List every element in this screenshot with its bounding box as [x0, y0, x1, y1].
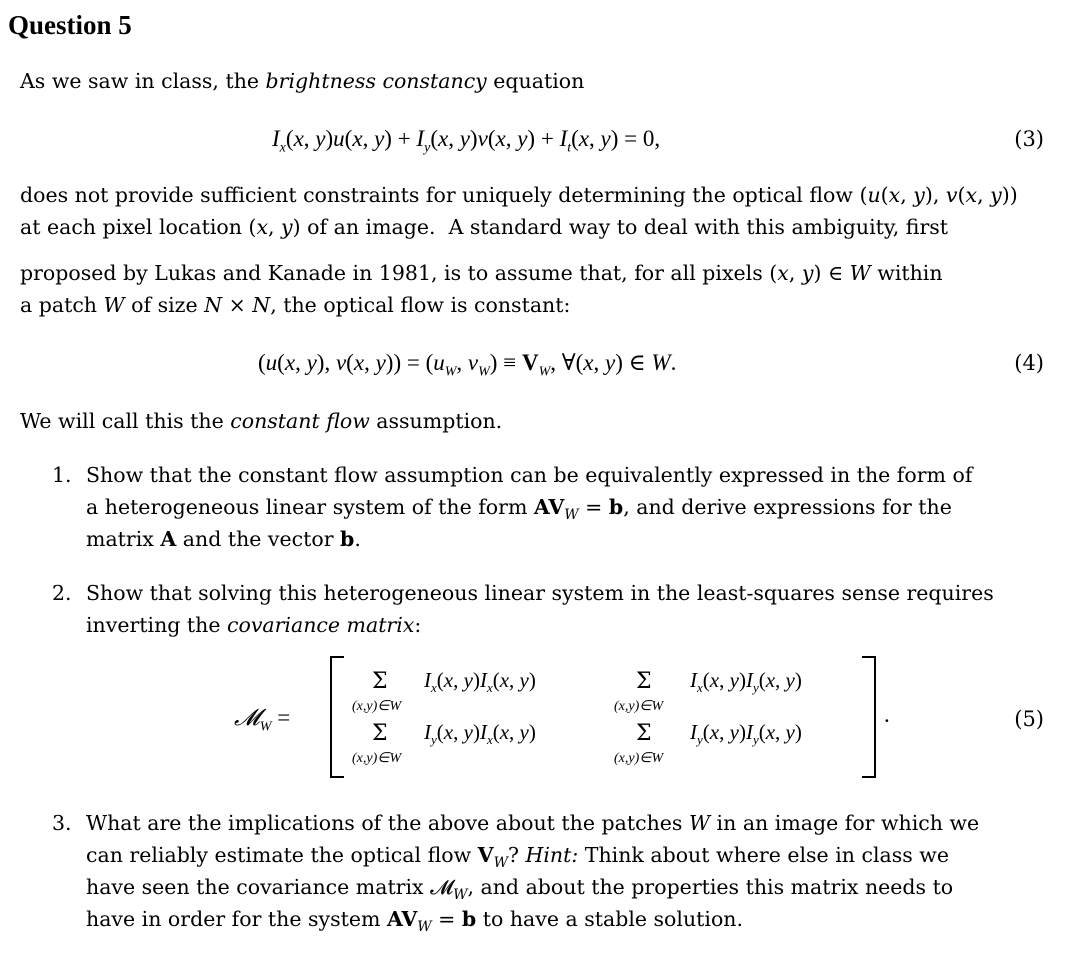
matrix-lhs: 𝓜$_W$ =: [234, 705, 291, 735]
item-3-line1: What are the implications of the above about the patches W in an image for which we: [86, 811, 980, 835]
matrix-cell-21: $I_y(x$, $y)I_x(x$, y): [424, 720, 536, 748]
matrix-right-bracket: [862, 656, 876, 778]
intro-text-after: equation: [486, 69, 585, 93]
item-2-emphasis: covariance matrix: [227, 613, 415, 637]
equation-3: $I_x(x$, y)u(x, $y) + I_y(x$, y)v(x, $y) + I_t(x$, y) = 0,: [272, 126, 661, 156]
item-2-line2-after: :: [414, 613, 422, 637]
para2-line4: a patch W of size N × N, the optical flow is constant:: [20, 293, 571, 317]
sum-symbol-22: Σ: [636, 721, 652, 746]
matrix-left-bracket: [330, 656, 344, 778]
equation-4-number: (4): [1014, 351, 1044, 375]
para3: [20, 406, 1050, 437]
equation-5-number: (5): [1014, 707, 1044, 731]
para2-line3: proposed by Lukas and Kanade in 1981, is to assume that, for all pixels (x, y) ∈ W within: [20, 261, 943, 285]
item-1-line3: matrix A and the vector b.: [86, 527, 361, 551]
sum-symbol-21: Σ: [372, 721, 388, 746]
item-2-line1: Show that solving this heterogeneous linear system in the least-squares sense requires: [86, 581, 994, 605]
sum-subscript-22: (x,y)∈W: [614, 751, 664, 766]
para3-emphasis: constant flow: [230, 409, 370, 433]
question-heading: Question 5: [8, 10, 132, 40]
item-2-number: 2.: [52, 581, 72, 605]
intro-emphasis: brightness constancy: [265, 69, 487, 93]
intro-paragraph: [20, 66, 1050, 97]
sum-subscript-21: (x,y)∈W: [352, 751, 402, 766]
item-1-line1: Show that the constant flow assumption can be equivalently expressed in the form of: [86, 463, 973, 487]
equation-3-number: (3): [1014, 127, 1044, 151]
item-3-line4: have in order for the system $AV_W = b$ to have a stable solution.: [86, 907, 744, 936]
item-3-number: 3.: [52, 811, 72, 835]
para2-line2: at each pixel location (x, y) of an image. A standard way to deal with this ambiguity, first: [20, 215, 949, 239]
item-3-line2: can reliably estimate the optical flow $V_W$? Hint: Think about where else in class we: [86, 843, 949, 872]
item-3-line3: have seen the covariance matrix 𝓜$_W$, and about the properties this matrix needs to: [86, 875, 954, 904]
item-1-number: 1.: [52, 463, 72, 487]
matrix-cell-12: $I_x(x$, $y)I_y(x$, y): [690, 668, 802, 696]
sum-subscript-11: (x,y)∈W: [352, 699, 402, 714]
item-1-line2: a heterogeneous linear system of the form $AV_W = b$, and derive expressions for the: [86, 495, 952, 524]
item-2-line2-before: inverting the: [86, 613, 227, 637]
sum-subscript-12: (x,y)∈W: [614, 699, 664, 714]
intro-text-before: As we saw in class, the: [20, 69, 266, 93]
sum-symbol-12: Σ: [636, 669, 652, 694]
matrix-period: .: [884, 702, 890, 727]
para3-after: assumption.: [369, 409, 503, 433]
matrix-cell-11: $I_x(x$, $y)I_x(x$, y): [424, 668, 536, 696]
para2-line1: does not provide sufficient constraints for uniquely determining the optical flow (u(x, y), v(x, y)): [20, 183, 1018, 207]
para3-before: We will call this the: [20, 409, 231, 433]
equation-4: (u(x, y), v(x, $y)) = (u_W$, $v_W) \equiv V_W$, ∀(x, y) ∈ W.: [258, 350, 677, 380]
sum-symbol-11: Σ: [372, 669, 388, 694]
matrix-cell-22: $I_y(x$, $y)I_y(x$, y): [690, 720, 802, 748]
item-2-line2: [86, 610, 1046, 641]
